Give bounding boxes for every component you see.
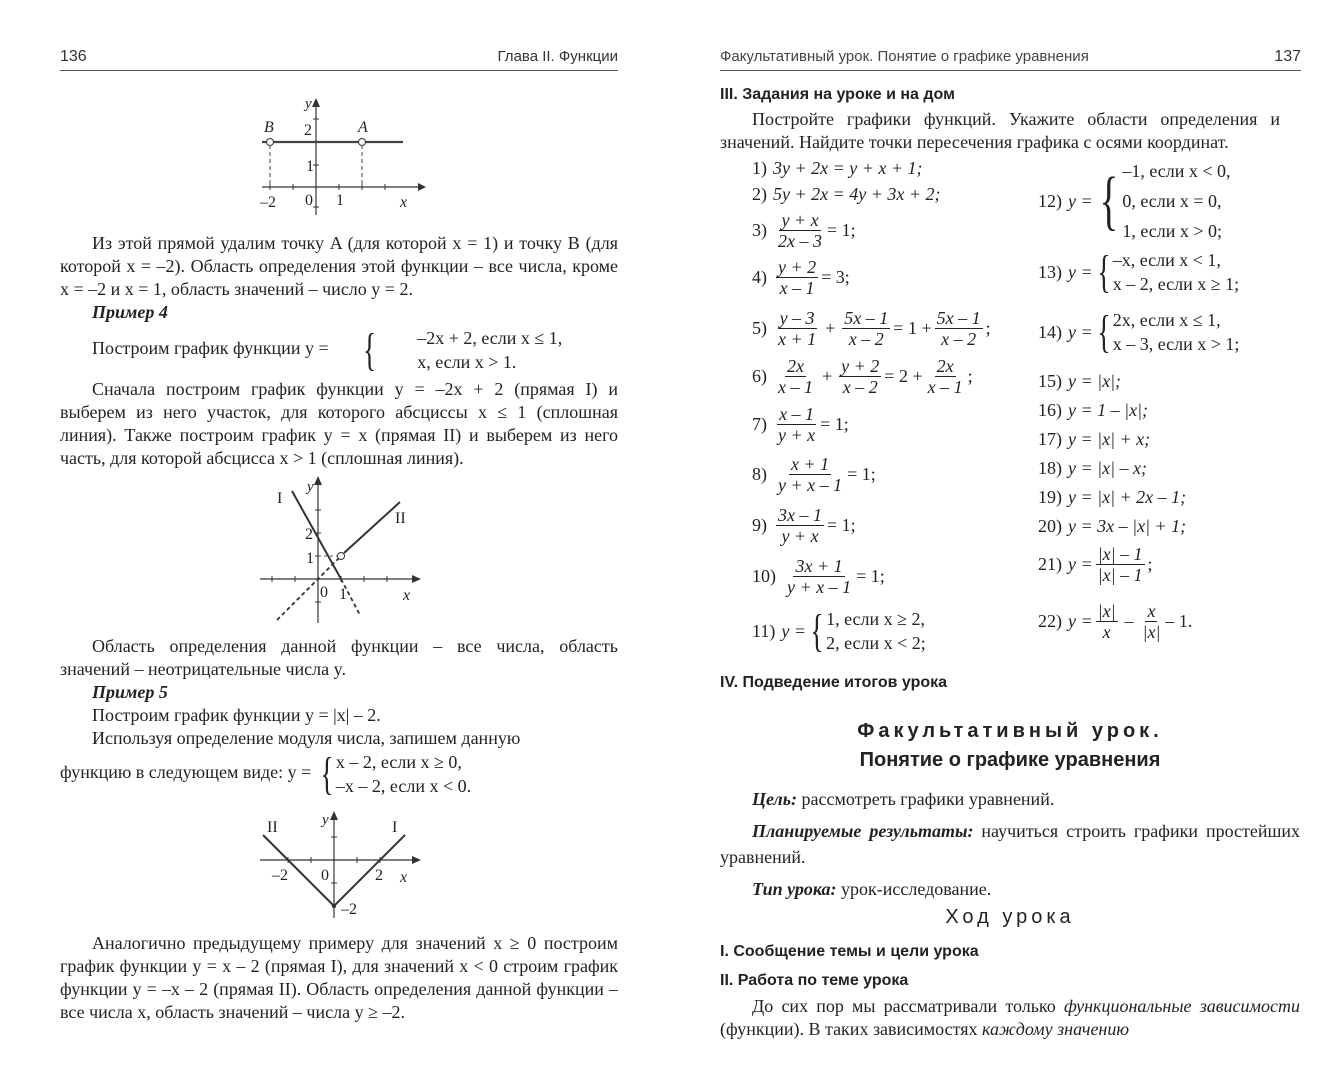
task-2: 2) 5y + 2x = 4y + 3x + 2;: [752, 184, 941, 204]
task-13: 13) y = { –x, если x < 1, x – 2, если x ≥ 1;: [1038, 246, 1240, 297]
example-5-title: Пример 5: [92, 682, 168, 702]
paragraph: Аналогично предыдущему примеру для значений x ≥ 0 построим график функции y = x – 2 (прямая I), для значений x < 0 строим график функции y = –x – 2 (прямая II). Область определения данной функции – все числа x, область значений – числа y ≥ –2.: [60, 933, 618, 1022]
graph-piecewise: [255, 475, 425, 625]
label-y: y: [307, 479, 314, 495]
tick-label-minus2: –2: [260, 194, 276, 211]
right-page: [660, 0, 1321, 1080]
tick-label-1-y: 1: [306, 550, 314, 567]
task-10: 10) $\frac{3x + 1}{y + x - 1}$ = 1;: [752, 556, 885, 597]
task-18: 18) y = |x| – x;: [1038, 458, 1148, 478]
running-head: [720, 46, 1301, 71]
label-y: y: [305, 96, 312, 112]
task-11: 11) y = { 1, если x ≥ 2, 2, если x < 2;: [752, 605, 926, 656]
paragraph: Область определения данной функции – все числа, область значений – неотрицательные числа y.: [60, 636, 618, 679]
progress-heading: Ход урока: [945, 906, 1075, 928]
task-5: 5) $\frac{y - 3}{x + 1}$ + $\frac{5x - 1}{x - 2}$ = 1 + $\frac{5x - 1}{x - 2}$ ;: [752, 308, 991, 349]
goal-line: Цель: рассмотреть графики уравнений.: [752, 789, 1055, 809]
vertex-point: [332, 904, 336, 908]
y-axis-arrow: [314, 476, 322, 485]
label-y: y: [322, 812, 329, 828]
x-axis-arrow: [412, 856, 421, 864]
tick-label-minus2-y: –2: [341, 901, 357, 918]
chapter-title: Глава II. Функции: [497, 48, 618, 65]
left-text-block-1: [60, 232, 618, 470]
piecewise-system: { x – 2, если x ≥ 0, –x – 2, если x < 0.: [320, 748, 472, 799]
label-line-i: I: [392, 819, 398, 836]
tick-label-0: 0: [321, 867, 329, 884]
example-4-title: Пример 4: [92, 302, 168, 322]
paragraph: Из этой прямой удалим точку A (для которой x = 1) и точку B (для которой x = –2). Область определения этой функции – все числа, кроме x = –2 и x = 1, область значений – число y = 2.: [60, 233, 618, 299]
line-ii-solid: [344, 502, 400, 553]
tasks-intro: Постройте графики функций. Укажите области определения и значений. Найдите точки пересечения графика с осями координат.: [720, 109, 1280, 152]
section-heading-iv: IV. Подведение итогов урока: [720, 674, 948, 691]
section-running-title: Факультативный урок. Понятие о графике уравнения: [720, 48, 1089, 65]
tick-label-2-x: 2: [375, 867, 383, 884]
tick-label-1-x: 1: [336, 192, 344, 209]
task-14: 14) y = { 2x, если x ≤ 1, x – 3, если x > 1;: [1038, 306, 1240, 357]
example-5-line-1: Построим график функции y = |x| – 2.: [92, 705, 381, 725]
y-axis-arrow: [330, 811, 338, 820]
lesson-title-line-1: Факультативный урок.: [857, 720, 1163, 742]
x-axis-arrow: [412, 575, 421, 583]
line-i: [334, 835, 408, 906]
task-4: 4) $\frac{y + 2}{x - 1}$ = 3;: [752, 257, 850, 298]
task-15: 15) y = |x|;: [1038, 371, 1122, 391]
lesson-meta: [720, 786, 1300, 902]
y-axis-arrow: [312, 98, 320, 107]
task-3: 3) $\frac{y + x}{2x - 3}$ = 1;: [752, 210, 856, 251]
tick-label-2: 2: [305, 526, 313, 543]
open-point: [338, 553, 345, 560]
example-4-statement: Построим график функции y = { –2x + 2, если x ≤ 1, x, если x > 1.: [92, 324, 563, 375]
task-9: 9) $\frac{3x - 1}{y + x}$ = 1;: [752, 505, 856, 546]
x-axis-arrow: [418, 183, 426, 191]
step-2-text: До сих пор мы рассматривали только функциональные зависимости (функции). В таких зависимостях каждому значению: [720, 996, 1301, 1039]
point-a-hole: [359, 139, 366, 146]
tick-label-2: 2: [304, 122, 312, 139]
tick-label-0: 0: [305, 192, 313, 209]
point-b-hole: [267, 139, 274, 146]
example-5-statement: функцию в следующем виде: y = { x – 2, если x ≥ 0, –x – 2, если x < 0.: [60, 748, 472, 799]
left-text-block-2: [60, 635, 618, 798]
running-head: [60, 46, 618, 71]
results-line: Планируемые результаты: научиться строить графики простейших уравнений.: [720, 821, 1300, 867]
task-1: 1) 3y + 2x = y + x + 1;: [752, 158, 923, 178]
left-page: [0, 0, 660, 1080]
line-i-solid: [292, 491, 341, 579]
task-8: 8) $\frac{x + 1}{y + x - 1}$ = 1;: [752, 454, 876, 495]
label-x: x: [403, 587, 411, 604]
tick-label-1-y: 1: [306, 158, 314, 175]
task-6: 6) $\frac{2x}{x - 1}$ + $\frac{y + 2}{x - 2}$ = 2 + $\frac{2x}{x - 1}$ ;: [752, 356, 973, 397]
tick-label-0: 0: [320, 584, 328, 601]
label-b: B: [264, 119, 274, 136]
section-heading-iii: III. Задания на уроке и на дом: [720, 86, 955, 103]
graph-horizontal-line: [250, 95, 430, 220]
label-line-i: I: [277, 490, 283, 507]
page-number: 136: [60, 48, 87, 65]
example-5-line-2: Используя определение модуля числа, запишем данную: [92, 728, 521, 748]
piecewise-system: { –2x + 2, если x ≤ 1, x, если x > 1.: [363, 324, 563, 375]
graph-abs-minus-two: [255, 810, 425, 922]
task-17: 17) y = |x| + x;: [1038, 429, 1151, 449]
paragraph: Сначала построим график функции y = –2x + 2 (прямая I) и выберем из него участок, для которого абсциссы x ≤ 1 (сплошная линия). Также построим график y = x (прямая II) и выберем из него часть, для которой абсцисса x > 1 (сплошная линия).: [60, 379, 618, 468]
task-22: 22) y = $\frac{|x|}{x}$ – $\frac{x}{|x|}$ – 1.: [1038, 601, 1193, 642]
left-text-block-3: [60, 932, 618, 1024]
task-19: 19) y = |x| + 2x – 1;: [1038, 487, 1187, 507]
type-line: Тип урока: урок-исследование.: [752, 879, 992, 899]
label-line-ii: II: [395, 510, 406, 527]
page-number: 137: [1274, 48, 1301, 65]
task-12: 12) y = { –1, если x < 0, 0, если x = 0, 1, если x > 0;: [1038, 161, 1231, 241]
task-16: 16) y = 1 – |x|;: [1038, 400, 1149, 420]
lesson-title-line-2: Понятие о графике уравнения: [859, 749, 1161, 771]
label-x: x: [400, 869, 408, 886]
label-a: A: [358, 119, 368, 136]
task-21: 21) y = $\frac{|x| - 1}{|x| - 1}$ ;: [1038, 544, 1153, 585]
label-x: x: [400, 194, 408, 211]
tick-label-1-x: 1: [339, 586, 347, 603]
task-20: 20) y = 3x – |x| + 1;: [1038, 516, 1187, 536]
step-1-heading: I. Сообщение темы и цели урока: [720, 943, 979, 960]
task-7: 7) $\frac{x - 1}{y + x}$ = 1;: [752, 404, 849, 445]
label-line-ii: II: [267, 819, 278, 836]
step-2-heading: II. Работа по теме урока: [720, 972, 909, 989]
tick-label-minus2-x: –2: [272, 867, 288, 884]
